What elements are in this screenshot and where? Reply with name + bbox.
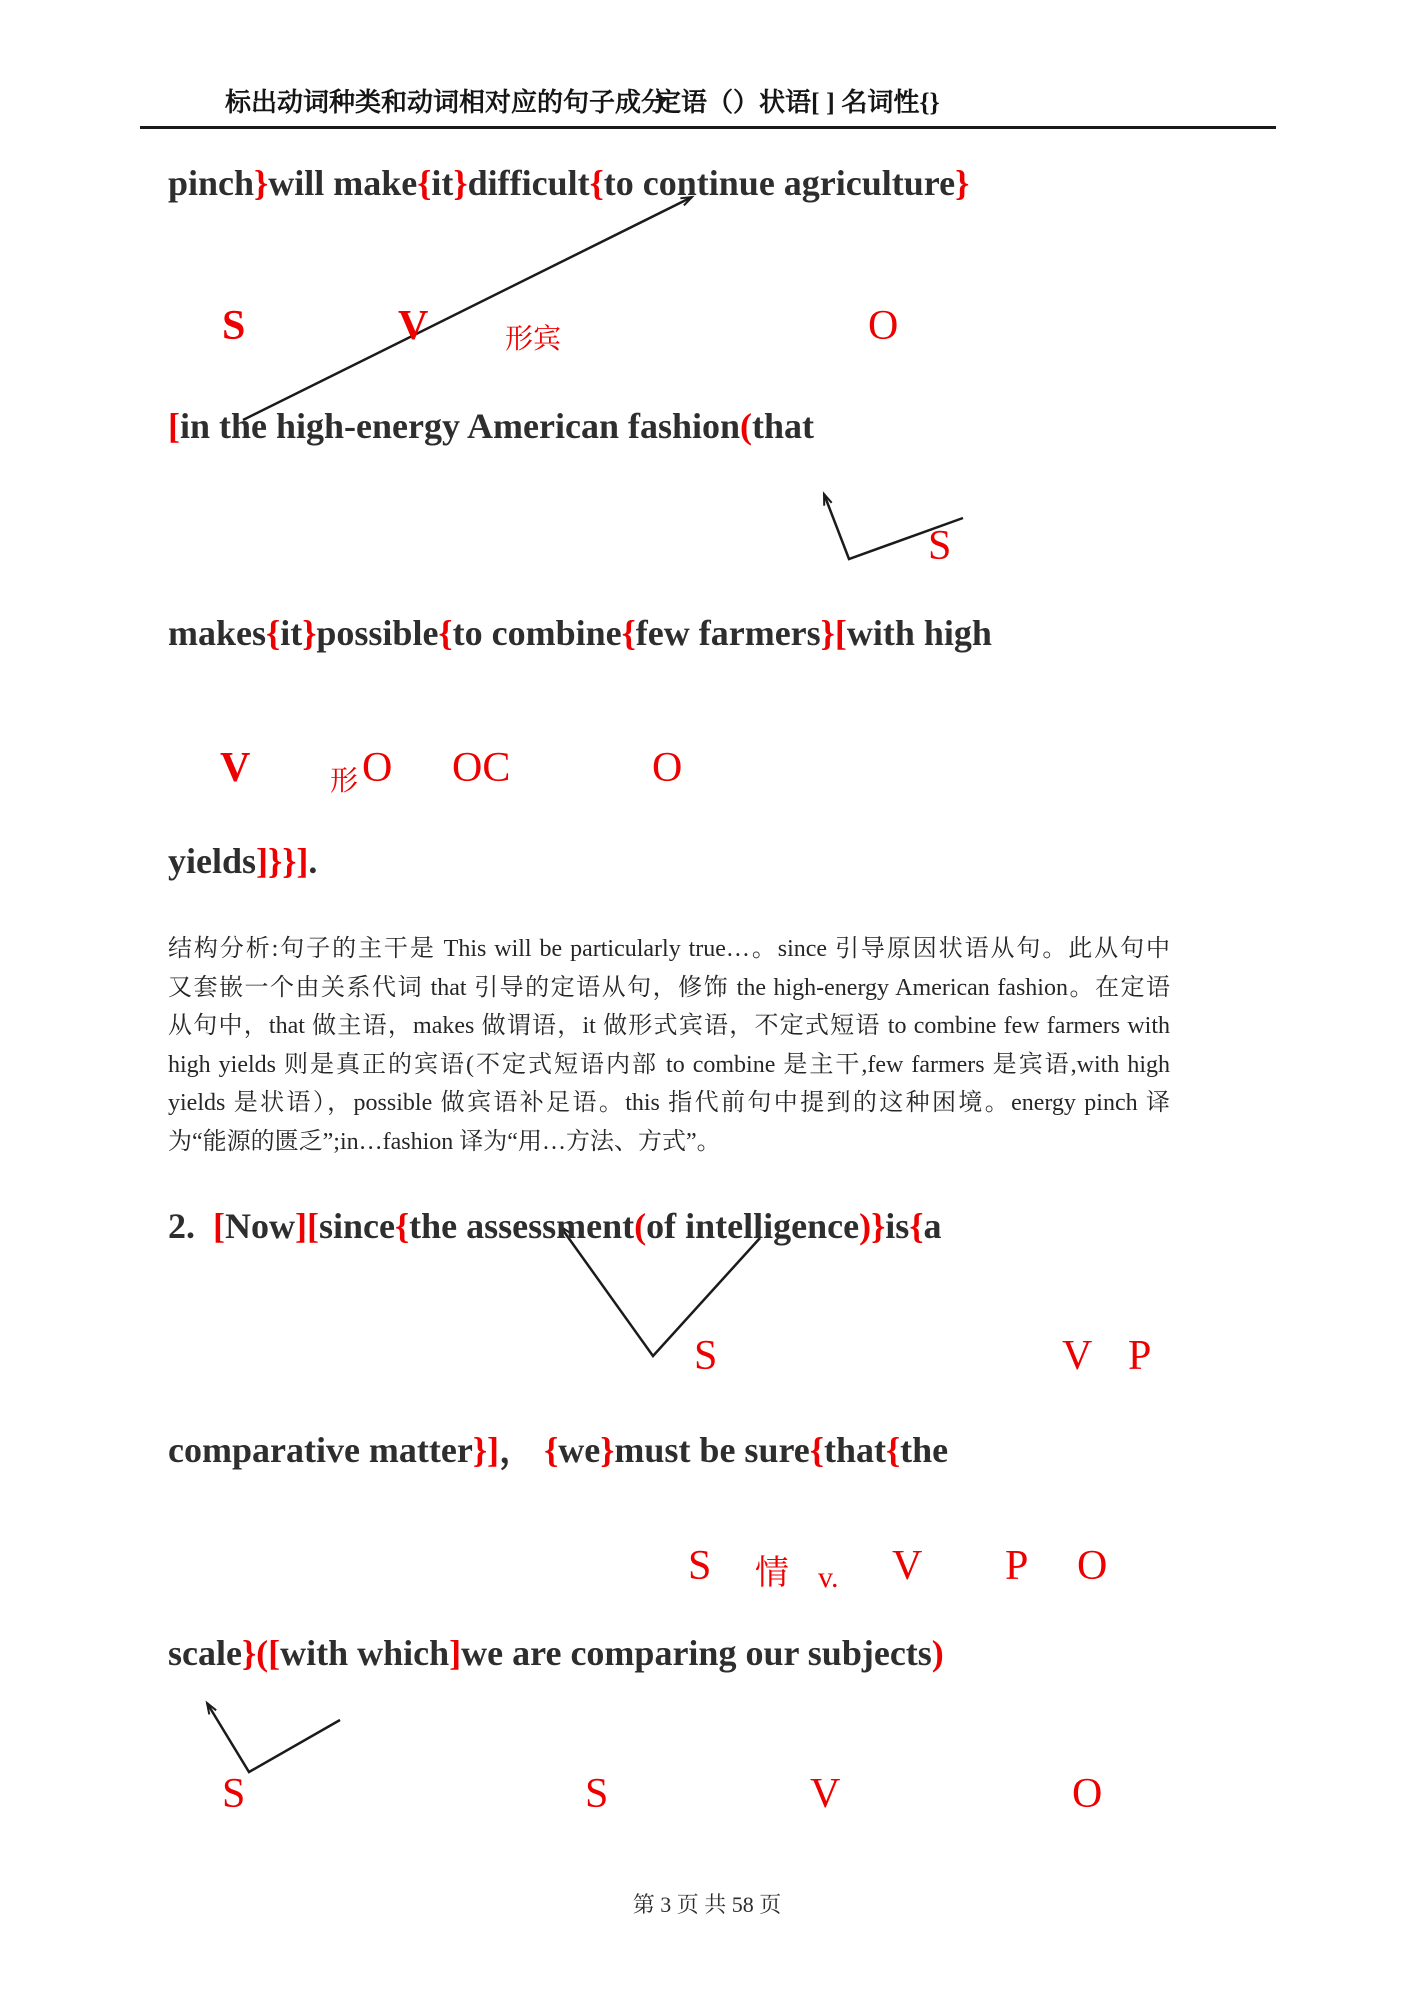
analysis-line: high yields 则是真正的宾语(不定式短语内部 to combine 是主干,few farmers 是宾语,with high (168, 1051, 1170, 1078)
analysis-line: 为“能源的匮乏”;in…fashion 译为“用…方法、方式”。 (168, 1128, 721, 1155)
label-subject: S (222, 303, 246, 349)
label-verb: V (810, 1771, 841, 1817)
label-subject: S (585, 1771, 609, 1817)
label-object: O (652, 745, 683, 791)
label-row-4 (0, 1330, 1414, 1386)
label-formal-prefix: 形 (330, 766, 359, 797)
label-row-5 (0, 1540, 1414, 1596)
sentence-line-1: pinch}will make{it}difficult{to continue agriculture} (168, 163, 970, 203)
analysis-line: 又套嵌一个由关系代词 that 引导的定语从句，修饰 the high-energy American fashion。在定语 (168, 974, 1170, 1001)
label-verb: V (220, 745, 251, 791)
label-subject: S (928, 523, 952, 569)
sentence-line-4: yields]}}]. (168, 841, 318, 881)
analysis-line: 结构分析:句子的主干是 This will be particularly true…。since 引导原因状语从句。此从句中 (168, 936, 1170, 962)
sentence-line-7: scale}([with which]we are comparing our subjects) (168, 1633, 944, 1673)
sentence-line-2: [in the high-energy American fashion(that (168, 406, 815, 446)
label-subject: S (222, 1771, 246, 1817)
sentence-line-5: 2. [Now][since{the assessment(of intelligence)}is{a (168, 1206, 942, 1246)
label-modal-v: v. (818, 1561, 839, 1594)
analysis-line: 从句中，that 做主语，makes 做谓语，it 做形式宾语，不定式短语 to combine few farmers with (168, 1013, 1170, 1039)
label-modal: 情 (755, 1555, 789, 1592)
label-row-6 (0, 1768, 1414, 1824)
label-formal-obj: 形宾 (505, 324, 562, 355)
label-verb: V (398, 303, 429, 349)
label-predicate: P (1005, 1543, 1029, 1589)
arrow-scale (207, 1703, 340, 1772)
label-object-comp: OC (452, 745, 511, 791)
label-row-2 (0, 520, 1414, 576)
header-right-legend: 定语（）状语[ ] 名词性{} (655, 88, 940, 117)
label-object: O (362, 745, 393, 791)
sentence-line-6: comparative matter}]， {we}must be sure{that{the (168, 1430, 949, 1470)
page-footer: 第 3 页 共 58 页 (632, 1892, 782, 1917)
label-row-3 (0, 742, 1414, 798)
label-object: O (1072, 1771, 1103, 1817)
label-predicate: P (1128, 1333, 1152, 1379)
label-object: O (1077, 1543, 1108, 1589)
analysis-line: yields 是状语），possible 做宾语补足语。this 指代前句中提到的这种困境。energy pinch 译 (168, 1090, 1170, 1116)
label-object: O (868, 303, 899, 349)
label-subject: S (688, 1543, 712, 1589)
label-row-1 (0, 300, 1414, 356)
label-verb: V (892, 1543, 923, 1589)
header-left-title: 标出动词种类和动词相对应的句子成分 (225, 88, 668, 117)
label-subject: S (694, 1333, 718, 1379)
analysis-paragraph (168, 930, 1170, 1161)
label-verb: V (1062, 1333, 1093, 1379)
sentence-line-3: makes{it}possible{to combine{few farmers}[with high (168, 613, 992, 653)
